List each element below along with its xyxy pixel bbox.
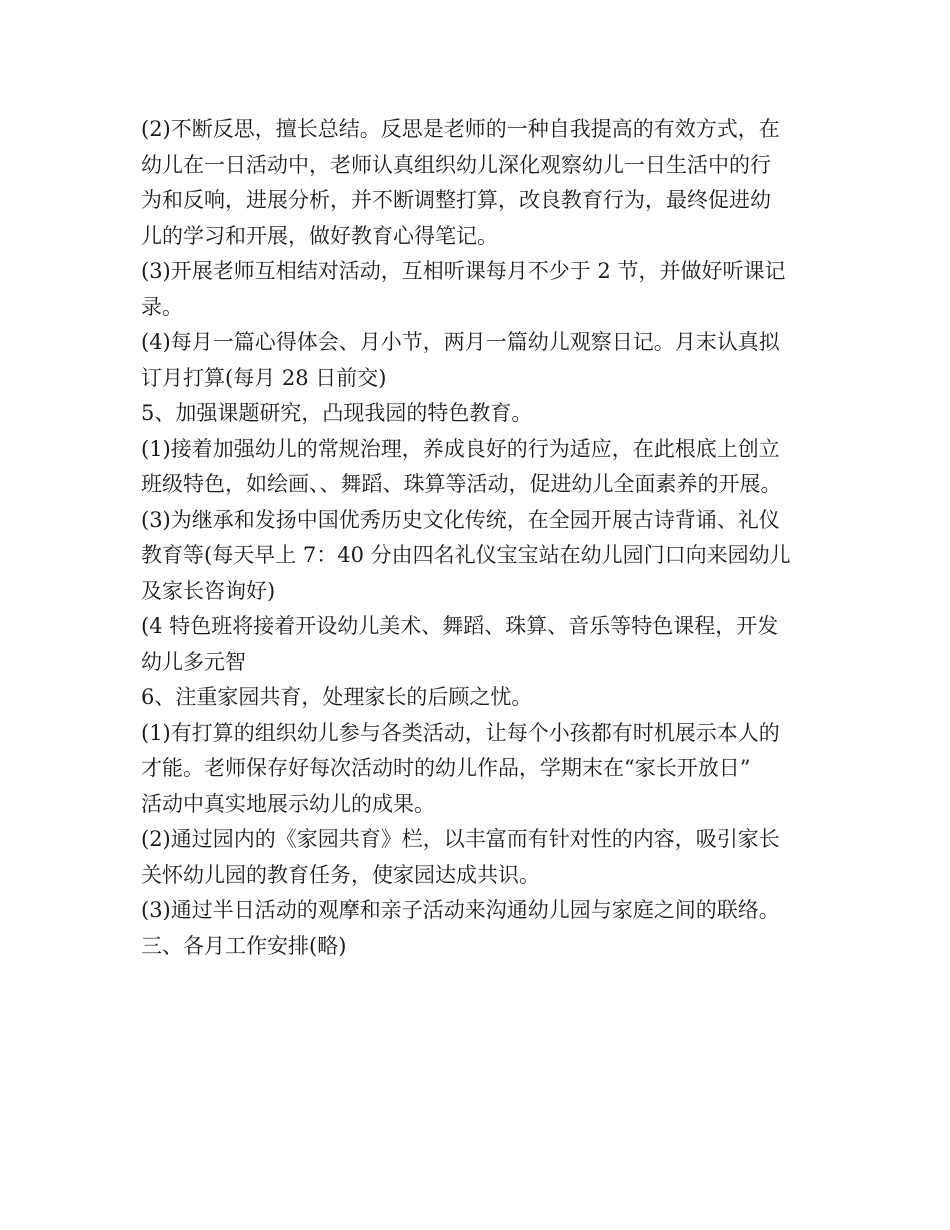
text-line: (4)每月一篇心得体会、月小节，两月一篇幼儿观察日记。月末认真拟	[141, 330, 780, 354]
document-body	[141, 112, 813, 964]
text-line: 幼儿多元智	[141, 649, 246, 674]
text-line: (1)接着加强幼儿的常规治理，养成良好的行为适应，在此根底上创立	[141, 436, 780, 461]
text-line: 关怀幼儿园的教育任务，使家园达成共识。	[141, 862, 540, 887]
text-line: 儿的学习和开展，做好教育心得笔记。	[141, 223, 498, 248]
text-line: 班级特色，如绘画、、舞蹈、珠算等活动，促进幼儿全面素养的开展。	[141, 472, 782, 496]
text-line: 录。	[141, 294, 183, 319]
text-line: 幼儿在一日活动中，老师认真组织幼儿深化观察幼儿一日生活中的行	[141, 152, 771, 177]
text-line: (1)有打算的组织幼儿参与各类活动，让每个小孩都有时机展示本人的	[141, 720, 780, 745]
text-line: (2)通过园内的《家园共育》栏，以丰富而有针对性的内容，吸引家长	[141, 827, 780, 851]
text-line: (2)不断反思，擅长总结。反思是老师的一种自我提高的有效方式，在	[141, 117, 780, 141]
text-line: 及家长咨询好)	[141, 578, 276, 603]
section-heading: 三、各月工作安排(略)	[141, 933, 347, 958]
text-line: 活动中真实地展示幼儿的成果。	[141, 791, 435, 816]
text-line: (3)为继承和发扬中国优秀历史文化传统，在全园开展古诗背诵、礼仪	[141, 507, 780, 532]
text-line: 才能。老师保存好每次活动时的幼儿作品，学期末在“家长开放日”	[141, 756, 751, 780]
text-line: 订月打算(每月 28 日前交)	[141, 365, 387, 390]
section-heading: 5、加强课题研究，凸现我园的特色教育。	[141, 401, 533, 425]
section-heading: 6、注重家园共育，处理家长的后顾之忧。	[141, 685, 533, 709]
text-line: 教育等(每天早上 7：40 分由四名礼仪宝宝站在幼儿园门口向来园幼儿	[141, 543, 791, 567]
text-line: (4 特色班将接着开设幼儿美术、舞蹈、珠算、音乐等特色课程，开发	[141, 614, 779, 638]
text-line: 为和反响，进展分析，并不断调整打算，改良教育行为，最终促进幼	[141, 188, 771, 212]
text-line: (3)通过半日活动的观摩和亲子活动来沟通幼儿园与家庭之间的联络。	[141, 898, 780, 922]
text-line: (3)开展老师互相结对活动，互相听课每月不少于 2 节，并做好听课记	[141, 259, 786, 283]
